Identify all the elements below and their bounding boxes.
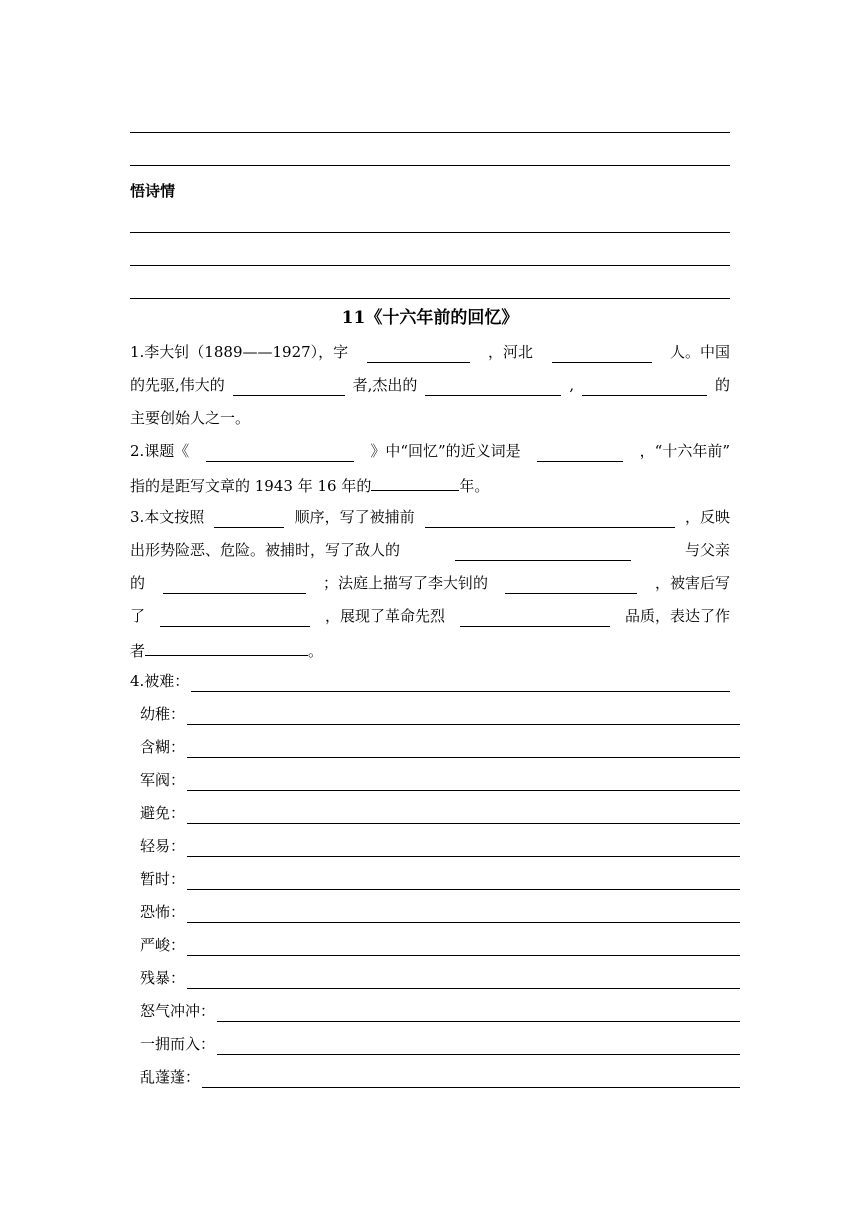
q3-text: 的 [130,574,146,592]
lesson-title: 11《十六年前的回忆》 [341,308,519,328]
q3-text: 出形势险恶、危险。被捕时，写了敌人的 [130,541,401,559]
fill-blank[interactable] [505,576,637,594]
answer-line[interactable] [191,673,730,692]
q3-text: 品质，表达了作 [624,607,730,625]
vocab-label: 怒气冲冲： [140,1002,216,1020]
q3-text: 了 [130,607,146,625]
q2-text: 指的是距写文章的 1943 年 16 年的 [130,477,372,495]
fill-blank[interactable] [371,473,459,491]
section-heading: 悟诗情 [130,182,176,200]
vocab-row [130,833,740,857]
vocab-label: 4.被难： [130,672,190,690]
writing-line [130,132,730,133]
q3-text: 3.本文按照 [130,508,205,526]
vocab-label: 幼稚： [140,705,186,723]
q3-text: 顺序，写了被捕前 [294,508,415,526]
fill-blank[interactable] [367,345,470,363]
vocab-label: 军阀： [140,771,186,789]
question-1-line-2 [130,374,730,396]
vocab-row [130,932,740,956]
vocab-row [130,965,740,989]
writing-line [130,265,730,266]
vocab-label: 避免： [140,804,186,822]
writing-line [130,232,730,233]
fill-blank[interactable] [425,510,675,528]
q1-text: 的先驱,伟大的 [130,376,225,394]
vocab-label: 残暴： [140,969,186,987]
q3-text: 。 [308,642,324,660]
q1-text: 1.李大钊（1889——1927），字 [130,343,349,361]
question-1-line-1 [130,341,730,363]
fill-blank[interactable] [160,609,310,627]
q1-text: , [569,376,575,394]
vocab-row [130,800,740,824]
answer-line[interactable] [217,1003,740,1022]
question-3-line-1 [130,506,730,528]
vocab-row [130,866,740,890]
question-2-line-1 [130,440,730,462]
question-3-line-4 [130,605,730,627]
fill-blank[interactable] [206,444,354,462]
q1-text: 人。中国 [669,343,730,361]
answer-line[interactable] [187,871,740,890]
fill-blank[interactable] [163,576,306,594]
q3-text: ，反映 [684,508,730,526]
answer-line[interactable] [187,838,740,857]
answer-line[interactable] [187,739,740,758]
q2-text: 2.课题《 [130,442,190,460]
answer-line[interactable] [187,706,740,725]
fill-blank[interactable] [145,638,308,656]
q1-text: 的 [714,376,730,394]
q2-text: 年。 [459,477,490,495]
answer-line[interactable] [202,1069,740,1088]
q2-text: ，“十六年前” [639,442,730,460]
vocab-row [130,899,740,923]
fill-blank[interactable] [582,378,707,396]
fill-blank[interactable] [233,378,345,396]
answer-line[interactable] [187,970,740,989]
question-3-line-5 [130,638,730,662]
question-3-line-2 [130,539,730,561]
question-3-line-3 [130,572,730,594]
answer-line[interactable] [187,772,740,791]
vocab-label: 含糊： [140,738,186,756]
vocab-row [130,1031,740,1055]
writing-line [130,298,730,299]
vocab-row [130,734,740,758]
vocab-row [130,998,740,1022]
q3-text: ，被害后写 [654,574,730,592]
answer-line[interactable] [187,937,740,956]
q3-text: 者 [130,642,146,660]
vocab-row [130,1064,740,1088]
fill-blank[interactable] [455,543,631,561]
q3-text: ，展现了革命先烈 [324,607,445,625]
q2-text: 》中“回忆”的近义词是 [370,442,521,460]
fill-blank[interactable] [552,345,652,363]
answer-line[interactable] [217,1036,740,1055]
writing-line [130,165,730,166]
vocab-label: 乱蓬蓬： [140,1068,201,1086]
question-1-line-3: 主要创始人之一。 [130,409,251,427]
question-2-line-2 [130,473,730,497]
answer-line[interactable] [187,904,740,923]
vocab-row [130,767,740,791]
fill-blank[interactable] [537,444,623,462]
fill-blank[interactable] [425,378,561,396]
vocab-label: 恐怖： [140,903,186,921]
q1-text: 者,杰出的 [352,376,418,394]
fill-blank[interactable] [214,510,284,528]
fill-blank[interactable] [460,609,610,627]
vocab-label: 一拥而入： [140,1035,216,1053]
vocab-label: 严峻： [140,936,186,954]
vocab-row [130,668,730,692]
answer-line[interactable] [187,805,740,824]
vocab-label: 暂时： [140,870,186,888]
q1-text: ，河北 [488,343,534,361]
vocab-label: 轻易： [140,837,186,855]
q3-text: ；法庭上描写了李大钊的 [322,574,488,592]
q3-text: 与父亲 [684,541,730,559]
vocab-row [130,701,740,725]
